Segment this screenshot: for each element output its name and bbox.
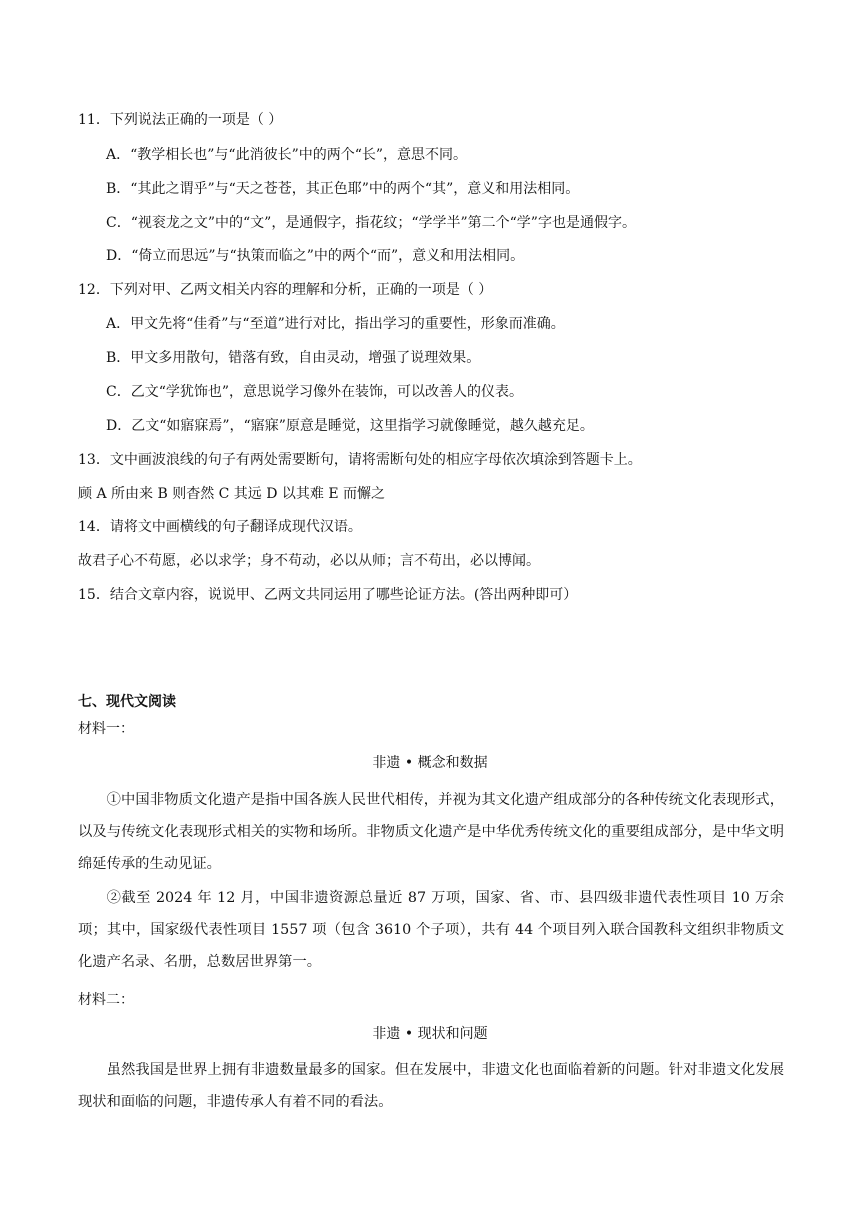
material-1-title: 非遗 • 概念和数据 <box>372 755 488 771</box>
material-2-paragraph-1: 虽然我国是世界上拥有非遗数量最多的国家。但在发展中，非遗文化也面临着新的问题。针对非遗文化发展现状和面临的问题，非遗传承人有着不同的看法。 <box>78 1062 784 1110</box>
question-14-stem: 14．请将文中画横线的句子翻译成现代汉语。 <box>78 519 362 535</box>
question-11-option-a: A．“教学相长也”与“此消彼长”中的两个“长”，意思不同。 <box>106 147 468 163</box>
section-heading: 七、现代文阅读 <box>78 694 176 710</box>
material-1-paragraph-2: ②截至 2024 年 12 月，中国非遗资源总量近 87 万项，国家、省、市、县四级非遗代表性项目 10 万余项；其中，国家级代表性项目 1557 项（包含 3610 个子项），共有 44 个项目列入联合国教科文组织非物质文化遗产名录、名册，总数居世界第一。 <box>78 890 784 970</box>
question-13-stem: 13．文中画波浪线的句子有两处需要断句，请将需断句处的相应字母依次填涂到答题卡上。 <box>78 452 642 468</box>
material-2-title: 非遗 • 现状和问题 <box>372 1026 488 1042</box>
question-12-option-b: B．甲文多用散句，错落有致，自由灵动，增强了说理效果。 <box>106 350 481 366</box>
material-1-paragraph-1: ①中国非物质文化遗产是指中国各族人民世代相传，并视为其文化遗产组成部分的各种传统文化表现形式，以及与传统文化表现形式相关的实物和场所。非物质文化遗产是中华优秀传统文化的重要组成部分，是中华文明绵延传承的生动见证。 <box>78 792 784 872</box>
question-12-option-c: C．乙文“学犹饰也”，意思说学习像外在装饰，可以改善人的仪表。 <box>106 384 524 400</box>
question-11-option-c: C．“视衮龙之文”中的“文”，是通假字，指花纹；“学学半”第二个“学”字也是通假字。 <box>106 215 636 231</box>
question-11-option-b: B．“其此之谓乎”与“天之苍苍，其正色耶”中的两个“其”，意义和用法相同。 <box>106 181 580 197</box>
material-2-label: 材料二： <box>78 992 134 1008</box>
question-13-sentence: 顾 A 所由来 B 则杳然 C 其远 D 以其难 E 而懈之 <box>78 486 386 502</box>
material-1-label: 材料一： <box>78 721 134 737</box>
question-14-sentence: 故君子心不苟愿，必以求学；身不苟动，必以从师；言不苟出，必以博闻。 <box>78 553 540 569</box>
question-12-stem: 12．下列对甲、乙两文相关内容的理解和分析，正确的一项是（ ） <box>78 282 493 298</box>
question-12-option-a: A．甲文先将“佳肴”与“至道”进行对比，指出学习的重要性，形象而准确。 <box>106 316 565 332</box>
question-12-option-d: D．乙文“如寤寐焉”，“寤寐”原意是睡觉，这里指学习就像睡觉，越久越充足。 <box>106 418 594 434</box>
question-15-stem: 15．结合文章内容，说说甲、乙两文共同运用了哪些论证方法。(答出两种即可） <box>78 587 578 603</box>
question-11-stem: 11．下列说法正确的一项是（ ） <box>78 112 283 128</box>
question-11-option-d: D．“倚立而思远”与“执策而临之”中的两个“而”，意义和用法相同。 <box>106 248 525 264</box>
